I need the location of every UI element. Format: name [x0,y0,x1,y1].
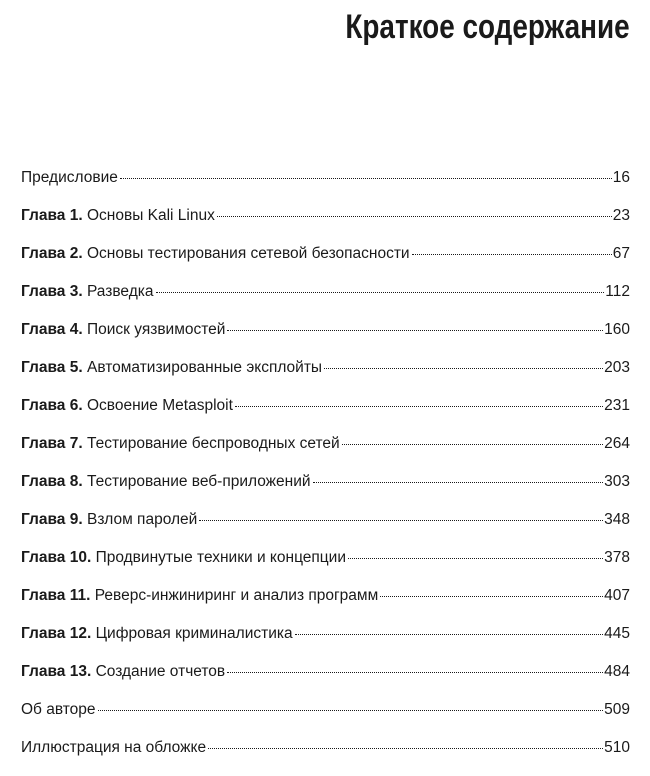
toc-entry-label [21,700,96,720]
toc-page-number: 231 [604,397,630,414]
toc-entry[interactable] [21,396,630,434]
dot-leader [380,596,603,597]
toc-entry-label [21,282,154,302]
toc-chapter-number: Глава 6. [21,397,83,414]
toc-page-number: 303 [604,473,630,490]
toc-page-number: 484 [604,663,630,680]
toc-entry-title: Разведка [86,283,154,300]
toc-entry-title: Об авторе [21,701,96,718]
toc-entry-title: Основы тестирования сетевой безопасности [86,245,410,262]
toc-entry-title: Освоение Metasploit [86,397,233,414]
toc-chapter-number: Глава 5. [21,359,83,376]
toc-entry[interactable] [21,168,630,206]
toc-entry-label [21,358,322,378]
dot-leader [208,748,603,749]
toc-entry-label [21,548,346,568]
dot-leader [199,520,603,521]
toc-page-number: 378 [604,549,630,566]
dot-leader [227,330,603,331]
toc-entry[interactable] [21,206,630,244]
toc-entry-title: Поиск уязвимостей [86,321,226,338]
toc-page-number: 67 [612,245,630,262]
dot-leader [227,672,603,673]
toc-entry-title: Продвинутые техники и концепции [95,549,346,566]
toc-chapter-number: Глава 7. [21,435,83,452]
toc-entry-title: Основы Kali Linux [86,207,215,224]
toc-entry-label [21,168,118,188]
toc-entry-label [21,396,233,416]
toc-chapter-number: Глава 2. [21,245,83,262]
page-title: Краткое содержание [345,8,630,46]
toc-page-number: 160 [604,321,630,338]
toc-page-number: 348 [604,511,630,528]
toc-page-number: 445 [604,625,630,642]
toc-entry-label [21,434,340,454]
toc-entry[interactable] [21,434,630,472]
toc-entry-label [21,510,197,530]
dot-leader [342,444,603,445]
toc-entry-title: Взлом паролей [86,511,198,528]
toc-page-number: 16 [612,169,630,186]
toc-chapter-number: Глава 12. [21,625,92,642]
dot-leader [324,368,603,369]
toc-entry-label [21,472,311,492]
toc-page-number: 407 [604,587,630,604]
toc-chapter-number: Глава 11. [21,587,91,604]
toc-entry-label [21,320,225,340]
toc-entry-label [21,206,215,226]
toc-entry[interactable] [21,510,630,548]
toc-entry[interactable] [21,700,630,738]
toc-entry[interactable] [21,662,630,700]
toc-chapter-number: Глава 3. [21,283,83,300]
toc-page-number: 264 [604,435,630,452]
toc-entry-title: Цифровая криминалистика [95,625,293,642]
toc-entry[interactable] [21,472,630,510]
toc-chapter-number: Глава 9. [21,511,83,528]
toc-entry[interactable] [21,320,630,358]
toc-page-number: 112 [605,283,630,300]
toc-entry[interactable] [21,624,630,662]
toc-chapter-number: Глава 13. [21,663,92,680]
dot-leader [98,710,604,711]
toc-entry-label [21,586,378,606]
toc-entry[interactable] [21,358,630,396]
dot-leader [156,292,605,293]
toc-entry-title: Иллюстрация на обложке [21,739,207,756]
toc-chapter-number: Глава 1. [21,207,83,224]
toc-entry[interactable] [21,586,630,624]
dot-leader [235,406,603,407]
toc-entry-title: Предисловие [21,169,118,186]
dot-leader [120,178,612,179]
toc-page-number: 509 [604,701,630,718]
toc-entry[interactable] [21,244,630,282]
dot-leader [412,254,612,255]
toc-entry-label [21,244,410,264]
toc-page-number: 510 [604,739,630,756]
dot-leader [295,634,604,635]
table-of-contents [21,168,630,776]
toc-entry[interactable] [21,738,630,776]
toc-entry-label [21,624,293,644]
toc-entry[interactable] [21,282,630,320]
dot-leader [313,482,604,483]
toc-entry-title: Создание отчетов [95,663,226,680]
toc-chapter-number: Глава 4. [21,321,83,338]
toc-chapter-number: Глава 8. [21,473,83,490]
toc-page-number: 203 [604,359,630,376]
toc-entry-title: Автоматизированные эксплойты [86,359,323,376]
toc-page-number: 23 [612,207,630,224]
toc-entry-label [21,662,225,682]
toc-entry-title: Тестирование беспроводных сетей [86,435,340,452]
toc-entry[interactable] [21,548,630,586]
toc-entry-title: Тестирование веб-приложений [86,473,311,490]
dot-leader [217,216,612,217]
toc-chapter-number: Глава 10. [21,549,92,566]
toc-entry-label [21,738,206,758]
toc-entry-title: Реверс-инжиниринг и анализ программ [94,587,379,604]
dot-leader [348,558,603,559]
